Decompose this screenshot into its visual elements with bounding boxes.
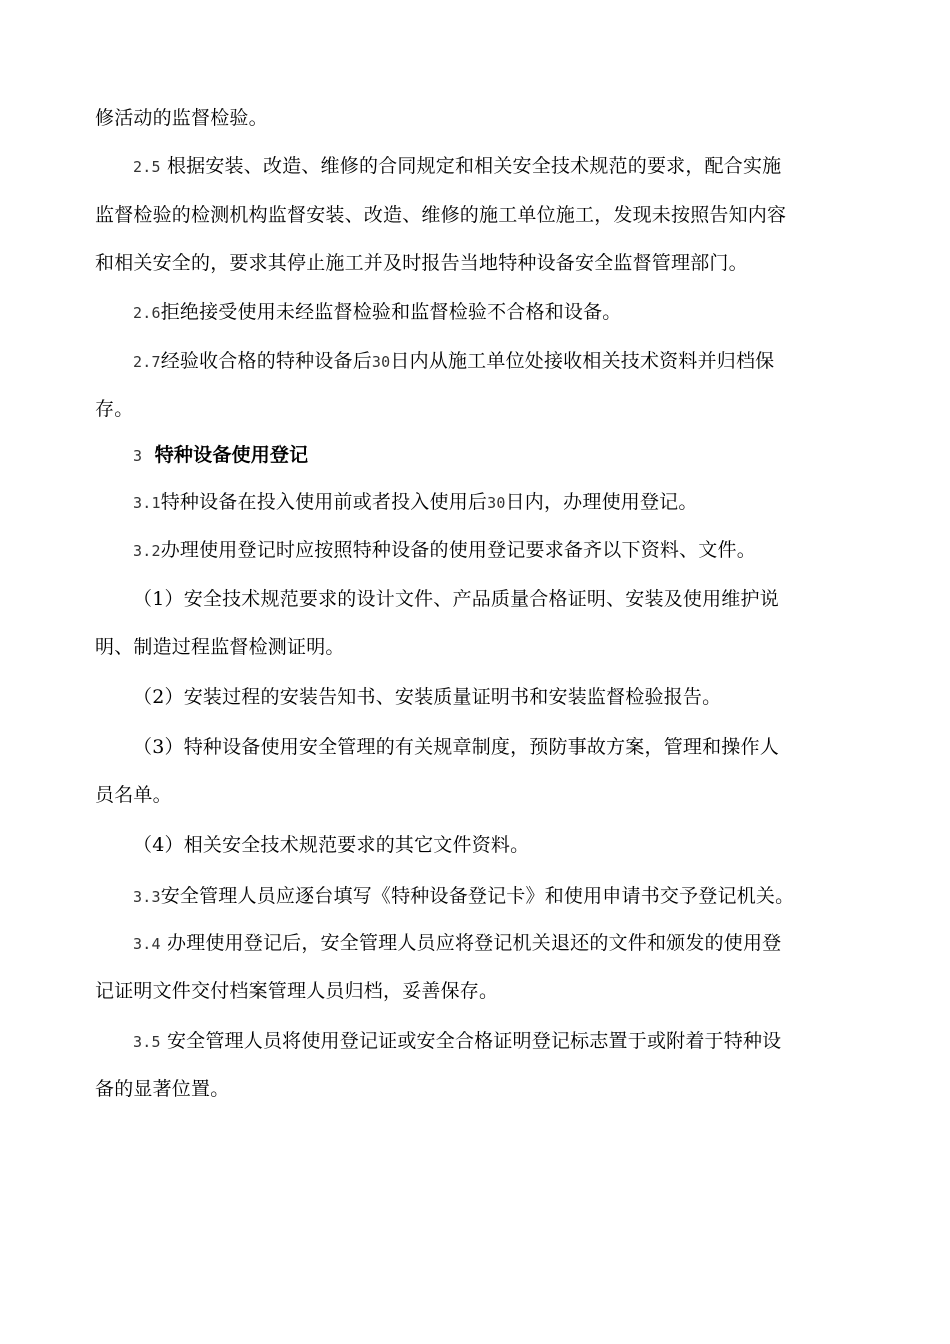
paragraph-line	[95, 106, 268, 130]
text: 办理使用登记时应按照特种设备的使用登记要求备齐以下资料、文件。	[160, 539, 756, 561]
section-number: 2.6	[133, 304, 161, 322]
section-3-5-line-2	[95, 1077, 229, 1101]
text: 修活动的监督检验。	[95, 107, 268, 129]
section-3-5-line-1	[133, 1029, 781, 1054]
text: 监督检验的检测机构监督安装、改造、维修的施工单位施工，发现未按照告知内容	[95, 204, 787, 226]
item-1-line-1	[133, 587, 779, 611]
section-3-3-line	[133, 884, 794, 909]
text: 记证明文件交付档案管理人员归档，妥善保存。	[95, 980, 499, 1002]
section-number: 3.4	[133, 935, 161, 953]
heading-number: 3	[133, 447, 143, 465]
text: 备的显著位置。	[95, 1078, 230, 1100]
text: 和相关安全的，要求其停止施工并及时报告当地特种设备安全监督管理部门。	[95, 252, 748, 274]
text: 安全管理人员将使用登记证或安全合格证明登记标志置于或附着于特种设	[160, 1030, 782, 1052]
text: 明、制造过程监督检测证明。	[95, 636, 345, 658]
text: 拒绝接受使用未经监督检验和监督检验不合格和设备。	[160, 301, 622, 323]
text: （2）安装过程的安装告知书、安装质量证明书和安装监督检验报告。	[133, 686, 722, 708]
section-3-2-line	[133, 538, 756, 563]
section-3-heading	[133, 443, 308, 468]
text: 经验收合格的特种设备后	[160, 350, 372, 372]
number: 30	[487, 494, 506, 512]
item-3-line-2	[95, 783, 172, 807]
text: 日内，办理使用登记。	[505, 491, 698, 513]
section-2-7-line-2	[95, 397, 133, 421]
section-number: 2.7	[133, 353, 161, 371]
text: 员名单。	[95, 784, 172, 806]
text: （1）安全技术规范要求的设计文件、产品质量合格证明、安装及使用维护说	[133, 588, 779, 610]
section-2-7-line-1	[133, 349, 774, 374]
text: 安全管理人员应逐台填写《特种设备登记卡》和使用申请书交予登记机关。	[160, 885, 795, 907]
section-2-6-line	[133, 300, 622, 325]
item-3-line-1	[133, 735, 779, 759]
section-3-4-line-1	[133, 931, 781, 956]
text: （3）特种设备使用安全管理的有关规章制度，预防事故方案，管理和操作人	[133, 736, 779, 758]
section-2-5-line-2	[95, 203, 786, 227]
heading-title: 特种设备使用登记	[154, 444, 309, 466]
text: （4）相关安全技术规范要求的其它文件资料。	[133, 834, 530, 856]
item-2-line	[133, 685, 721, 709]
item-4-line	[133, 833, 529, 857]
text: 存。	[95, 398, 134, 420]
text: 日内从施工单位处接收相关技术资料并归档保	[390, 350, 775, 372]
section-2-5-line-1	[133, 154, 781, 179]
section-number: 3.3	[133, 888, 161, 906]
section-number: 3.5	[133, 1033, 161, 1051]
number: 30	[371, 353, 391, 371]
text: 根据安装、改造、维修的合同规定和相关安全技术规范的要求，配合实施	[160, 155, 782, 177]
section-2-5-line-3	[95, 251, 748, 275]
item-1-line-2	[95, 635, 345, 659]
section-number: 3.2	[133, 542, 161, 560]
section-number: 3.1	[133, 494, 161, 512]
text: 特种设备在投入使用前或者投入使用后	[160, 491, 488, 513]
section-number: 2.5	[133, 158, 161, 176]
section-3-4-line-2	[95, 979, 498, 1003]
text: 办理使用登记后，安全管理人员应将登记机关退还的文件和颁发的使用登	[160, 932, 782, 954]
section-3-1-line	[133, 490, 698, 515]
